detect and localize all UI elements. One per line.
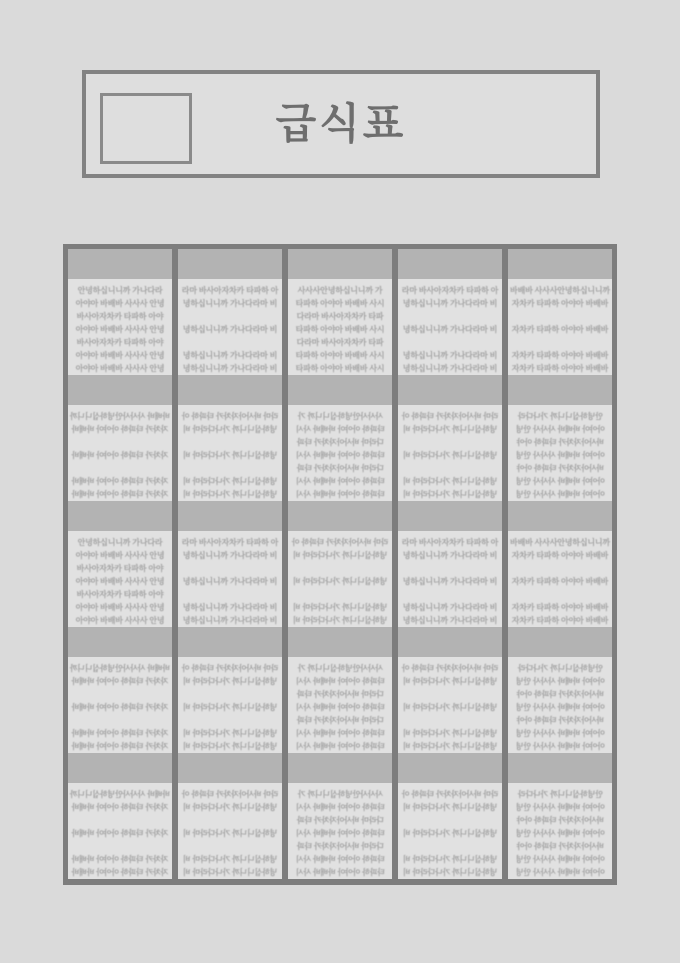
menu-line: 녕하십니니까 가나다라마 비	[292, 577, 388, 586]
row-spacer-cell	[68, 501, 172, 531]
menu-line: 녕하십니니까 가나다라마 비	[292, 551, 388, 560]
menu-line	[229, 562, 231, 575]
menu-cell	[398, 405, 502, 501]
menu-line: 타파하 아야아 바배바 사시	[295, 829, 385, 838]
menu-cell	[178, 279, 282, 375]
row-spacer-cell	[178, 501, 282, 531]
menu-line: 타파하 아야아 바배바 사시	[295, 868, 385, 877]
menu-line: 타파하 아야아 바배바 사시	[295, 703, 385, 712]
menu-line: 자차카 타파하 아야아 바배바	[71, 425, 169, 434]
menu-line: 자차카 타파하 아야아 바배바	[71, 451, 169, 460]
menu-line: 다라마 바사아자차카 타파	[296, 464, 384, 473]
menu-line: 자차카 타파하 아야아 바배바	[71, 477, 169, 486]
menu-line: 타파하 아야아 바배바 사시	[295, 451, 385, 460]
menu-line: 자차카 타파하 아야아 바배바	[511, 616, 609, 625]
menu-line: 라마 바사아자차카 타파하 아	[181, 790, 279, 799]
menu-line: 녕하십니니까 가나다라마 비	[182, 677, 278, 686]
menu-line: 녕하십니니까 가나다라마 비	[182, 729, 278, 738]
menu-line: 아야아 바배바 사사사 안녕	[515, 451, 605, 460]
menu-line	[339, 562, 341, 575]
menu-line: 녕하십니니까 가나다라마 비	[402, 351, 498, 360]
menu-line	[339, 588, 341, 601]
menu-line: 녕하십니니까 가나다라마 비	[182, 829, 278, 838]
menu-line: 녕하십니니까 가나다라마 비	[182, 868, 278, 877]
menu-cell-text	[292, 536, 388, 627]
menu-line: 사사사안녕하십니니까 가	[297, 412, 383, 421]
menu-cell	[68, 783, 172, 879]
menu-line: 사사사안녕하십니니까 가	[297, 664, 383, 673]
menu-cell	[288, 279, 392, 375]
menu-line: 바배바 사사사안녕하십니니까	[70, 790, 170, 799]
row-spacer-cell	[178, 627, 282, 657]
menu-line	[449, 840, 451, 853]
menu-line: 녕하십니니까 가나다라마 비	[402, 729, 498, 738]
menu-cell	[398, 531, 502, 627]
menu-line	[229, 310, 231, 323]
row-spacer-cell	[398, 375, 502, 405]
menu-line: 타파하 아야아 바배바 사시	[295, 490, 385, 499]
menu-line: 라마 바사아자차카 타파하 아	[181, 412, 279, 421]
menu-cell-text	[296, 410, 385, 501]
menu-line: 바배바 사사사안녕하십니니까	[510, 286, 610, 295]
menu-cell	[398, 279, 502, 375]
menu-line: 녕하십니니까 가나다라마 비	[182, 551, 278, 560]
menu-line: 라마 바사아자차카 타파하 아	[401, 412, 499, 421]
row-spacer-cell	[398, 501, 502, 531]
menu-line: 자차카 타파하 아야아 바배바	[71, 742, 169, 751]
menu-cell	[508, 657, 612, 753]
menu-line: 타파하 아야아 바배바 사시	[295, 855, 385, 864]
menu-line: 안녕하십니니까 가나다라	[77, 538, 163, 547]
menu-line: 라마 바사아자차카 타파하 아	[401, 538, 499, 547]
menu-line: 자차카 타파하 아야아 바배바	[71, 729, 169, 738]
menu-line: 자차카 타파하 아야아 바배바	[71, 803, 169, 812]
menu-cell-text	[402, 788, 498, 879]
menu-line: 다라마 바사아자차카 타파	[296, 690, 384, 699]
menu-cell	[68, 531, 172, 627]
menu-line	[559, 310, 561, 323]
menu-cell-text	[402, 284, 498, 375]
menu-cell	[68, 657, 172, 753]
menu-cell	[178, 657, 282, 753]
menu-line: 아야아 바배바 사사사 안녕	[75, 325, 165, 334]
menu-line: 녕하십니니까 가나다라마 비	[182, 855, 278, 864]
menu-cell	[508, 783, 612, 879]
row-spacer-cell	[398, 753, 502, 783]
menu-line	[229, 588, 231, 601]
menu-line: 라마 바사아자차카 타파하 아	[401, 664, 499, 673]
menu-line: 아야아 바배바 사사사 안녕	[75, 577, 165, 586]
menu-line: 녕하십니니까 가나다라마 비	[292, 616, 388, 625]
menu-line	[229, 462, 231, 475]
menu-line: 녕하십니니까 가나다라마 비	[182, 490, 278, 499]
menu-cell-text	[70, 410, 170, 501]
menu-line: 다라마 바사아자차카 타파	[296, 842, 384, 851]
menu-cell-text	[182, 410, 278, 501]
menu-line	[449, 588, 451, 601]
table-header-cell	[398, 249, 502, 279]
menu-line: 아야아 바배바 사사사 안녕	[515, 855, 605, 864]
menu-cell-text	[402, 662, 498, 753]
menu-cell-text	[402, 536, 498, 627]
menu-line: 녕하십니니까 가나다라마 비	[182, 603, 278, 612]
row-spacer-cell	[288, 627, 392, 657]
menu-line: 바사아자차카 타파하 아야	[516, 464, 604, 473]
menu-line	[119, 436, 121, 449]
menu-cell-text	[516, 410, 605, 501]
menu-line: 사사사안녕하십니니까 가	[297, 286, 383, 295]
menu-cell	[398, 657, 502, 753]
row-spacer-cell	[288, 501, 392, 531]
menu-cell-text	[296, 284, 385, 375]
menu-cell	[508, 405, 612, 501]
menu-line: 바사아자차카 타파하 아야	[516, 690, 604, 699]
menu-line: 녕하십니니까 가나다라마 비	[402, 425, 498, 434]
menu-line	[449, 688, 451, 701]
menu-line	[449, 714, 451, 727]
menu-cell-text	[182, 536, 278, 627]
menu-line: 녕하십니니까 가나다라마 비	[402, 616, 498, 625]
menu-line: 자차카 타파하 아야아 바배바	[511, 299, 609, 308]
menu-line: 바사아자차카 타파하 아야	[76, 590, 164, 599]
menu-line: 아야아 바배바 사사사 안녕	[515, 477, 605, 486]
row-spacer-cell	[178, 753, 282, 783]
menu-line: 안녕하십니니까 가나다라	[517, 412, 603, 421]
menu-line: 녕하십니니까 가나다라마 비	[402, 855, 498, 864]
menu-cell	[178, 405, 282, 501]
menu-line: 바사아자차카 타파하 아야	[76, 338, 164, 347]
menu-line: 사사사안녕하십니니까 가	[297, 790, 383, 799]
menu-cell-text	[76, 536, 165, 627]
menu-table	[63, 244, 617, 885]
menu-line	[449, 436, 451, 449]
menu-line: 바사아자차카 타파하 아야	[76, 564, 164, 573]
menu-line: 자차카 타파하 아야아 바배바	[511, 577, 609, 586]
row-spacer-cell	[508, 501, 612, 531]
menu-line: 아야아 바배바 사사사 안녕	[515, 729, 605, 738]
menu-line: 다라마 바사아자차카 타파	[296, 438, 384, 447]
menu-line: 녕하십니니까 가나다라마 비	[402, 829, 498, 838]
menu-cell-text	[182, 284, 278, 375]
menu-line: 바사아자차카 타파하 아야	[516, 438, 604, 447]
menu-line	[559, 336, 561, 349]
table-header-cell	[178, 249, 282, 279]
row-spacer-cell	[288, 753, 392, 783]
menu-cell-text	[76, 284, 165, 375]
menu-cell-text	[516, 788, 605, 879]
row-spacer-cell	[178, 375, 282, 405]
menu-line: 녕하십니니까 가나다라마 비	[402, 703, 498, 712]
menu-line	[449, 814, 451, 827]
menu-cell-text	[182, 662, 278, 753]
menu-cell	[398, 783, 502, 879]
menu-line: 녕하십니니까 가나다라마 비	[182, 364, 278, 373]
menu-line: 녕하십니니까 가나다라마 비	[182, 451, 278, 460]
menu-line	[229, 688, 231, 701]
menu-line: 타파하 아야아 바배바 사시	[295, 425, 385, 434]
menu-cell-text	[510, 284, 610, 375]
menu-line: 아야아 바배바 사사사 안녕	[515, 868, 605, 877]
menu-line: 녕하십니니까 가나다라마 비	[182, 616, 278, 625]
row-spacer-cell	[398, 627, 502, 657]
menu-line: 아야아 바배바 사사사 안녕	[515, 829, 605, 838]
table-header-cell	[288, 249, 392, 279]
menu-line: 녕하십니니까 가나다라마 비	[402, 490, 498, 499]
menu-cell	[288, 783, 392, 879]
menu-cell-text	[296, 662, 385, 753]
menu-cell-text	[402, 410, 498, 501]
menu-line: 아야아 바배바 사사사 안녕	[515, 490, 605, 499]
menu-line	[229, 840, 231, 853]
menu-line: 라마 바사아자차카 타파하 아	[181, 664, 279, 673]
menu-line	[559, 588, 561, 601]
menu-line: 다라마 바사아자차카 타파	[296, 716, 384, 725]
menu-line: 녕하십니니까 가나다라마 비	[402, 803, 498, 812]
menu-cell	[508, 531, 612, 627]
menu-line: 자차카 타파하 아야아 바배바	[71, 855, 169, 864]
menu-line: 바사아자차카 타파하 아야	[516, 816, 604, 825]
menu-cell	[288, 531, 392, 627]
menu-line: 안녕하십니니까 가나다라	[517, 790, 603, 799]
menu-line	[229, 714, 231, 727]
menu-line: 녕하십니니까 가나다라마 비	[182, 577, 278, 586]
menu-line: 녕하십니니까 가나다라마 비	[182, 325, 278, 334]
row-spacer-cell	[508, 627, 612, 657]
menu-line: 타파하 아야아 바배바 사시	[295, 299, 385, 308]
menu-cell	[68, 405, 172, 501]
menu-line: 라마 바사아자차카 타파하 아	[291, 538, 389, 547]
menu-line: 녕하십니니까 가나다라마 비	[402, 577, 498, 586]
row-spacer-cell	[68, 627, 172, 657]
menu-line: 자차카 타파하 아야아 바배바	[71, 829, 169, 838]
menu-line: 타파하 아야아 바배바 사시	[295, 477, 385, 486]
menu-line: 자차카 타파하 아야아 바배바	[511, 603, 609, 612]
menu-line: 자차카 타파하 아야아 바배바	[71, 703, 169, 712]
menu-line: 녕하십니니까 가나다라마 비	[182, 477, 278, 486]
row-spacer-cell	[508, 375, 612, 405]
menu-line	[119, 714, 121, 727]
menu-line: 아야아 바배바 사사사 안녕	[75, 551, 165, 560]
menu-line: 안녕하십니니까 가나다라	[77, 286, 163, 295]
menu-line	[229, 436, 231, 449]
menu-line: 아야아 바배바 사사사 안녕	[75, 299, 165, 308]
page-title: 급식표	[275, 100, 407, 147]
menu-line: 녕하십니니까 가나다라마 비	[402, 299, 498, 308]
menu-line: 아야아 바배바 사사사 안녕	[75, 603, 165, 612]
row-spacer-cell	[68, 375, 172, 405]
menu-line: 타파하 아야아 바배바 사시	[295, 677, 385, 686]
menu-line: 타파하 아야아 바배바 사시	[295, 325, 385, 334]
menu-line: 바배바 사사사안녕하십니니까	[510, 538, 610, 547]
menu-line: 타파하 아야아 바배바 사시	[295, 729, 385, 738]
menu-cell-text	[70, 788, 170, 879]
menu-cell	[178, 783, 282, 879]
menu-line: 녕하십니니까 가나다라마 비	[402, 325, 498, 334]
menu-line: 라마 바사아자차카 타파하 아	[401, 286, 499, 295]
menu-line: 다라마 바사아자차카 타파	[296, 338, 384, 347]
menu-line: 녕하십니니까 가나다라마 비	[402, 868, 498, 877]
document-header-box	[82, 70, 600, 178]
menu-line: 녕하십니니까 가나다라마 비	[402, 603, 498, 612]
menu-line: 자차카 타파하 아야아 바배바	[71, 677, 169, 686]
menu-line: 녕하십니니까 가나다라마 비	[402, 451, 498, 460]
menu-line: 아야아 바배바 사사사 안녕	[515, 803, 605, 812]
menu-line: 타파하 아야아 바배바 사시	[295, 351, 385, 360]
menu-cell-text	[296, 788, 385, 879]
menu-line: 아야아 바배바 사사사 안녕	[515, 425, 605, 434]
menu-line: 녕하십니니까 가나다라마 비	[182, 742, 278, 751]
table-header-cell	[508, 249, 612, 279]
row-spacer-cell	[68, 753, 172, 783]
menu-line: 자차카 타파하 아야아 바배바	[71, 868, 169, 877]
menu-line: 안녕하십니니까 가나다라	[517, 664, 603, 673]
menu-line: 라마 바사아자차카 타파하 아	[401, 790, 499, 799]
menu-cell	[288, 405, 392, 501]
row-spacer-cell	[288, 375, 392, 405]
menu-line	[119, 462, 121, 475]
menu-line	[449, 462, 451, 475]
menu-line: 녕하십니니까 가나다라마 비	[182, 703, 278, 712]
menu-line: 라마 바사아자차카 타파하 아	[181, 538, 279, 547]
menu-line: 자차카 타파하 아야아 바배바	[71, 490, 169, 499]
menu-line	[229, 336, 231, 349]
menu-line: 자차카 타파하 아야아 바배바	[511, 551, 609, 560]
menu-line: 녕하십니니까 가나다라마 비	[292, 603, 388, 612]
table-header-cell	[68, 249, 172, 279]
menu-line	[119, 688, 121, 701]
menu-line: 아야아 바배바 사사사 안녕	[75, 351, 165, 360]
menu-line: 아야아 바배바 사사사 안녕	[515, 742, 605, 751]
menu-line: 자차카 타파하 아야아 바배바	[511, 351, 609, 360]
menu-line: 녕하십니니까 가나다라마 비	[402, 364, 498, 373]
menu-line: 녕하십니니까 가나다라마 비	[182, 299, 278, 308]
menu-line: 타파하 아야아 바배바 사시	[295, 803, 385, 812]
menu-cell-text	[510, 536, 610, 627]
menu-cell	[508, 279, 612, 375]
menu-line: 바사아자차카 타파하 아야	[516, 842, 604, 851]
menu-line: 녕하십니니까 가나다라마 비	[402, 677, 498, 686]
menu-cell	[68, 279, 172, 375]
menu-line: 타파하 아야아 바배바 사시	[295, 364, 385, 373]
menu-line: 다라마 바사아자차카 타파	[296, 816, 384, 825]
menu-line: 녕하십니니까 가나다라마 비	[402, 551, 498, 560]
menu-line: 녕하십니니까 가나다라마 비	[402, 477, 498, 486]
menu-line	[119, 840, 121, 853]
row-spacer-cell	[508, 753, 612, 783]
menu-line: 녕하십니니까 가나다라마 비	[182, 803, 278, 812]
menu-line	[229, 814, 231, 827]
menu-line: 바사아자차카 타파하 아야	[516, 716, 604, 725]
menu-line: 바사아자차카 타파하 아야	[76, 312, 164, 321]
menu-line: 자차카 타파하 아야아 바배바	[511, 325, 609, 334]
menu-line	[559, 562, 561, 575]
menu-line	[119, 814, 121, 827]
menu-line	[449, 336, 451, 349]
menu-cell-text	[516, 662, 605, 753]
menu-cell-text	[182, 788, 278, 879]
menu-line: 자차카 타파하 아야아 바배바	[511, 364, 609, 373]
menu-cell	[288, 657, 392, 753]
menu-line: 다라마 바사아자차카 타파	[296, 312, 384, 321]
menu-line: 아야아 바배바 사사사 안녕	[75, 364, 165, 373]
menu-line: 아야아 바배바 사사사 안녕	[515, 677, 605, 686]
menu-line: 녕하십니니까 가나다라마 비	[402, 742, 498, 751]
menu-cell	[178, 531, 282, 627]
menu-line: 녕하십니니까 가나다라마 비	[182, 425, 278, 434]
menu-line	[449, 562, 451, 575]
menu-line: 아야아 바배바 사사사 안녕	[515, 703, 605, 712]
menu-line: 바배바 사사사안녕하십니니까	[70, 664, 170, 673]
menu-line: 아야아 바배바 사사사 안녕	[75, 616, 165, 625]
menu-line: 바배바 사사사안녕하십니니까	[70, 412, 170, 421]
menu-cell-text	[70, 662, 170, 753]
menu-line: 녕하십니니까 가나다라마 비	[182, 351, 278, 360]
menu-line: 라마 바사아자차카 타파하 아	[181, 286, 279, 295]
menu-line: 타파하 아야아 바배바 사시	[295, 742, 385, 751]
menu-line	[449, 310, 451, 323]
